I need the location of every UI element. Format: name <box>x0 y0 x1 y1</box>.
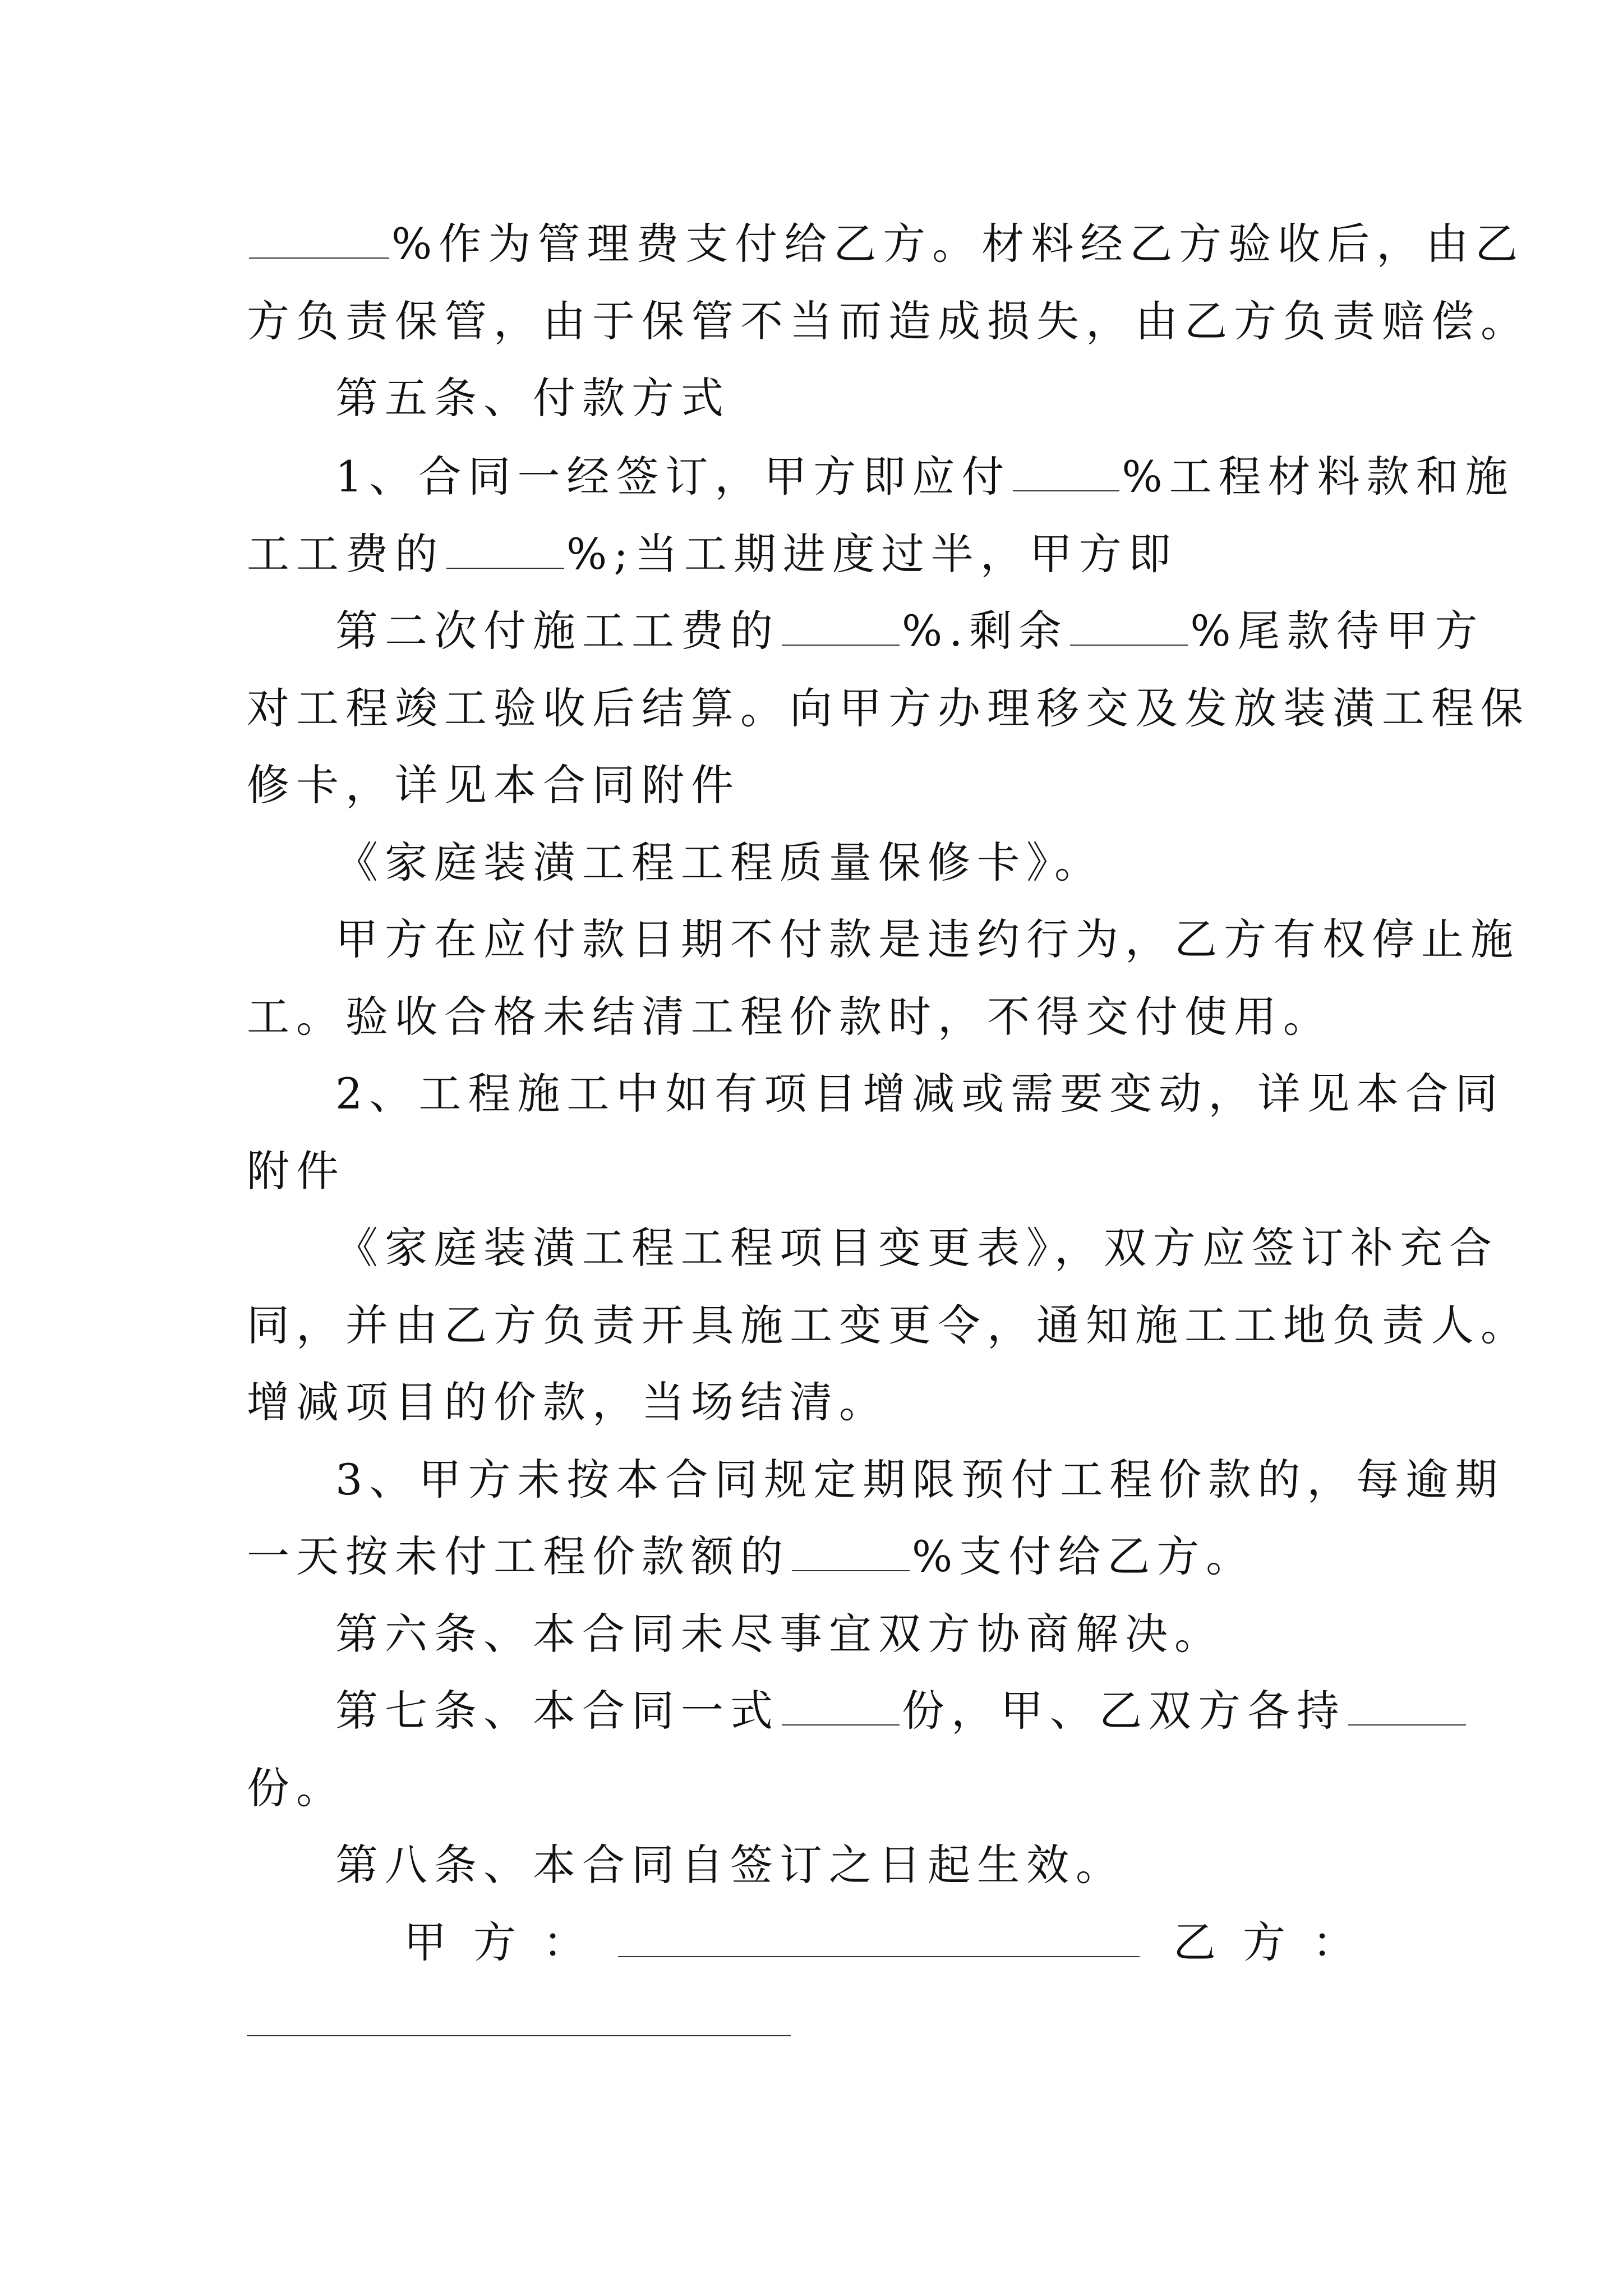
fill-in-blank <box>1348 1690 1466 1726</box>
paragraph-line <box>335 603 1484 659</box>
text-segment: 第七条、本合同一式 <box>335 1686 780 1736</box>
article-heading: 第八条、本合同自签订之日起生效。 <box>335 1840 1125 1890</box>
text-segment: 工工费的 <box>247 529 444 579</box>
paragraph-line <box>335 449 1515 505</box>
fill-in-blank <box>782 1690 900 1726</box>
fill-in-blank <box>792 1535 910 1571</box>
article-heading: 第六条、本合同未尽事宜双方协商解决。 <box>335 1609 1224 1659</box>
party-a-label: 甲方： <box>404 1917 612 1967</box>
party-b-label: 乙方： <box>1173 1917 1382 1967</box>
paragraph-line: 2、工程施工中如有项目增减或需要变动，详见本合同 <box>335 1069 1505 1119</box>
paragraph-line: 《家庭装潢工程工程项目变更表》，双方应签订补充合 <box>335 1223 1498 1273</box>
text-segment: %.剩余 <box>902 606 1068 656</box>
paragraph-line: 《家庭装潢工程工程质量保修卡》。 <box>335 838 1104 887</box>
paragraph-line: 增减项目的价款，当场结清。 <box>247 1377 888 1427</box>
text-segment: %尾款待甲方 <box>1190 606 1484 656</box>
paragraph-line <box>247 526 1178 582</box>
fill-in-blank <box>1070 610 1188 646</box>
paragraph-line <box>247 216 1524 272</box>
signature-row <box>404 1915 1382 1971</box>
party-a-signature-blank <box>618 1921 1140 1957</box>
text-segment: 第二次付施工工费的 <box>335 606 780 656</box>
paragraph-line: 工。验收合格未结清工程价款时，不得交付使用。 <box>247 992 1332 1042</box>
paragraph-line: 附件 <box>247 1146 345 1196</box>
party-b-signature-blank <box>247 2035 791 2036</box>
paragraph-line: 份。 <box>247 1763 345 1813</box>
fill-in-blank <box>782 610 900 646</box>
article-heading: 第五条、付款方式 <box>335 373 730 423</box>
paragraph-line: 方负责保管，由于保管不当而造成损失，由乙方负责赔偿。 <box>247 296 1530 346</box>
text-segment: 1、合同一经签订，甲方即应付 <box>335 452 1011 501</box>
paragraph-line <box>247 1529 1255 1585</box>
paragraph-line: 对工程竣工验收后结算。向甲方办理移交及发放装潢工程保 <box>247 683 1530 733</box>
text-segment: %作为管理费支付给乙方。材料经乙方验收后，由乙 <box>391 219 1525 269</box>
paragraph-line: 同，并由乙方负责开具施工变更令，通知施工工地负责人。 <box>247 1300 1530 1350</box>
fill-in-blank <box>446 533 564 569</box>
paragraph-line <box>335 1683 1468 1739</box>
text-segment: %;当工期进度过半，甲方即 <box>566 529 1178 579</box>
text-segment: %支付给乙方。 <box>912 1531 1256 1581</box>
text-segment: %工程材料款和施 <box>1122 452 1515 501</box>
paragraph-line: 3、甲方未按本合同规定期限预付工程价款的，每逾期 <box>335 1455 1505 1504</box>
text-segment: 一天按未付工程价款额的 <box>247 1531 790 1581</box>
fill-in-blank <box>1013 455 1119 491</box>
text-segment: 份，甲、乙双方各持 <box>902 1686 1346 1736</box>
fill-in-blank <box>249 223 389 259</box>
paragraph-line: 甲方在应付款日期不付款是违约行为，乙方有权停止施 <box>335 914 1520 964</box>
paragraph-line: 修卡，详见本合同附件 <box>247 760 740 810</box>
